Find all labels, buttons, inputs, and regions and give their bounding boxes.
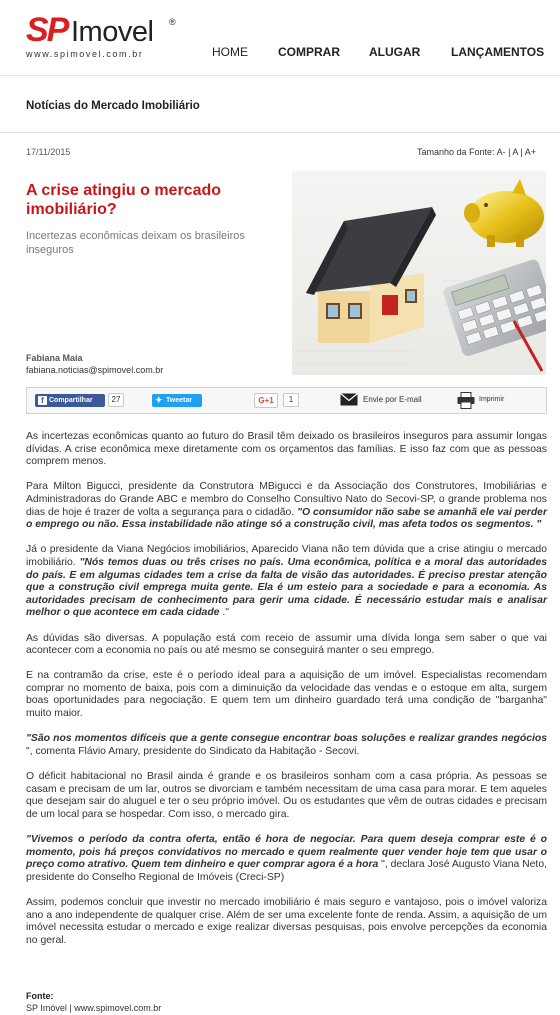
site-logo[interactable] <box>26 8 186 64</box>
section-title: Notícias do Mercado Imobiliário <box>26 100 200 112</box>
logo-url: www.spimovel.com.br <box>26 49 144 59</box>
share-bar <box>26 387 547 414</box>
paragraph: Assim, podemos concluir que investir no mercado imobiliário é mais seguro e vantajoso, pois o imóvel valoriza ano a ano independente de qualquer crise. Além de ser uma excelente fonte de renda. Assim, a aquisição de um imóvel necessita estudar o mercado e exige realizar diversas pesquisas, pois envolve percepções da economia no geral. <box>26 896 547 946</box>
twitter-share-button[interactable] <box>152 394 202 407</box>
source-text: SP Imóvel | www.spimovel.com.br <box>26 1003 162 1013</box>
print-label[interactable]: Imprimir <box>479 396 505 403</box>
nav-comprar[interactable]: COMPRAR <box>278 45 340 59</box>
font-size-label: Tamanho da Fonte: <box>417 147 495 157</box>
google-plus-count: 1 <box>283 393 299 407</box>
font-size-control <box>417 147 536 157</box>
article-body <box>26 431 547 960</box>
quote: "Nós temos duas ou três crises no país. Uma econômica, política e a moral das autoridades do país. E em algumas cidades tem a crise da falta de visão das autoridades. É preciso prestar atenção que a construção civil emprega muita gente. Ela é um esteio para a sociedade e para a economia. As autoridades precisam de conhecimento para gerir uma cidade. É necessário estudar mais e analisar melhor o que acontece em cada cidade <box>26 556 548 619</box>
font-size-options[interactable]: A- | A | A+ <box>496 147 537 157</box>
divider <box>0 132 560 133</box>
author-email[interactable]: fabiana.noticias@spimovel.com.br <box>26 365 164 375</box>
nav-home[interactable]: HOME <box>212 45 248 59</box>
article-subtitle: Incertezas econômicas deixam os brasileiros inseguros <box>26 230 245 256</box>
email-share-label[interactable]: Envie por E-mail <box>363 395 422 404</box>
facebook-share-button[interactable] <box>35 394 105 407</box>
article-author: Fabiana Maia <box>26 353 83 363</box>
nav-alugar[interactable]: ALUGAR <box>369 45 421 59</box>
quote: "São nos momentos difíceis que a gente consegue encontrar boas soluções e realizar grandes negócios <box>26 733 547 745</box>
email-icon[interactable] <box>340 393 358 406</box>
paragraph: E na contramão da crise, este é o período ideal para a aquisição de um imóvel. Especialistas recomendam comprar no momento de baixa, pois com a diminuição da velocidade das vendas e o estoque em alta, surgem boas oportunidades para negociação. E quem tem um dinheiro guardado terá uma condição de "barganha" muito maior. <box>26 670 547 720</box>
logo-registered-mark: ® <box>169 17 176 27</box>
paragraph: "São nos momentos difíceis que a gente consegue encontrar boas soluções e realizar grandes negócios ", comenta Flávio Amary, presidente do Sindicato da Habitação - Secovi. <box>26 733 547 757</box>
paragraph: As incertezas econômicas quanto ao futuro do Brasil têm deixado os brasileiros inseguros para assumir longas dívidas. A crise econômica mexe diretamente com os orçamentos das famílias. E isso faz com que as pessoas comprem menos. <box>26 431 547 468</box>
source-label: Fonte: <box>26 991 54 1001</box>
article-date: 17/11/2015 <box>26 147 71 157</box>
paragraph: Para Milton Bigucci, presidente da Construtora MBigucci e da Associação dos Construtores, Imobiliárias e Administradoras do Grande ABC e membro do Conselho Consultivo Nato do Secovi-SP, o grande problema nos dias de hoje é trazer de volta a segurança para o cidadão. "O consumidor não sabe se amanhã ele vai perder o emprego ou não. Essa instabilidade não atinge só a construção civil, mas afeta todos os segmentos. " <box>26 481 547 531</box>
twitter-share-label: Tweetar <box>166 397 192 404</box>
paragraph: Já o presidente da Viana Negócios imobiliários, Aparecido Viana não tem dúvida que a crise atingiu o mercado imobiliário. "Nós temos duas ou três crises no país. Uma econômica, política e a moral das autoridades do país. E em algumas cidades tem a crise da falta de visão das autoridades. É preciso prestar atenção que a construção civil emprega muita gente. Ela é um esteio para a sociedade e para a economia. As autoridades precisam de conhecimento para gerir uma cidade. É necessário estudar mais e analisar melhor o que acontece em cada cidade ." <box>26 544 548 619</box>
twitter-icon: ✦ <box>155 395 163 405</box>
paragraph: O déficit habitacional no Brasil ainda é grande e os brasileiros sonham com a casa própria. As pessoas se casam e precisam de um lar, outros se divorciam e também necessitam de uma casa para morar. E tem aqueles que desejam sair do aluguel e ter o seu próprio imóvel. Ou os estudantes que vêm de outras cidades e precisam de um local para se hospedar. Com isso, o mercado gira. <box>26 771 547 820</box>
article-hero-image <box>292 171 546 375</box>
paragraph: As dúvidas são diversas. A população está com receio de assumir uma dívida longa sem saber o que vai acontecer com a economia no país ou até mesmo se conseguirá manter o seu emprego. <box>26 632 547 657</box>
paragraph: "Vivemos o período da contra oferta, então é hora de negociar. Para quem deseja comprar este é o momento, pois há preços convidativos no mercado e quem realmente quer vender hoje tem que usar o preço como atrativo. Quem tem dinheiro e quer comprar agora é a hora ", declara José Augusto Viana Neto, presidente do Conselho Regional de Imóveis (Creci-SP) <box>26 834 547 883</box>
quote: "O consumidor não sabe se amanhã ele vai perder o emprego ou não. Essa instabilidade não atinge só a construção civil, mas afeta todos os segmentos. " <box>26 506 547 531</box>
printer-icon[interactable] <box>457 392 475 409</box>
site-header <box>0 0 560 76</box>
quote: "Vivemos o período da contra oferta, então é hora de negociar. Para quem deseja comprar este é o momento, pois há preços convidativos no mercado e quem realmente quer vender hoje tem que usar o preço como atrativo. Quem tem dinheiro e quer comprar agora é a hora <box>26 834 547 871</box>
facebook-icon: f <box>38 396 47 405</box>
facebook-share-count: 27 <box>108 393 124 407</box>
google-plus-button[interactable]: G+1 <box>254 393 278 408</box>
nav-lancamentos[interactable]: LANÇAMENTOS <box>451 45 545 59</box>
facebook-share-label: Compartilhar <box>49 397 93 404</box>
article-title: A crise atingiu o mercado imobiliário? <box>26 182 222 218</box>
logo-sp-text: SP <box>26 11 68 49</box>
logo-imovel-text: Imovel <box>71 16 154 48</box>
